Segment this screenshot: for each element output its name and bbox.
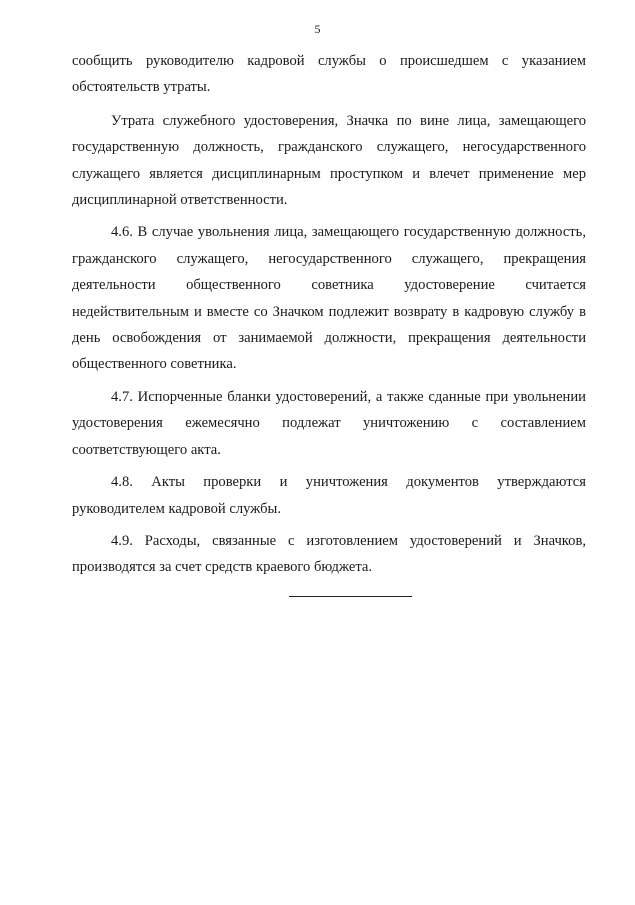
end-of-document-rule — [289, 596, 412, 597]
document-body — [72, 48, 586, 581]
page-number: 5 — [314, 22, 321, 36]
paragraph-loss-discipline: Утрата служебного удостоверения, Значка по вине лица, замещающего государственную должность, гражданского служащего, негосударственного служащего является дисциплинарным проступком и влечет применение мер дисциплинарной ответственности. — [72, 112, 586, 209]
paragraph-clause-4-7: 4.7. Испорченные бланки удостоверений, а также сданные при увольнении удостоверения ежемесячно подлежат уничтожению с составлением соответствующего акта. — [72, 388, 586, 458]
paragraph-clause-4-9: 4.9. Расходы, связанные с изготовлением удостоверений и Значков, производятся за счет средств краевого бюджета. — [72, 532, 586, 576]
paragraph-clause-4-8: 4.8. Акты проверки и уничтожения документов утверждаются руководителем кадровой службы. — [72, 474, 586, 517]
paragraph-clause-4-6: 4.6. В случае увольнения лица, замещающего государственную должность, гражданского служащего, негосударственного служащего, прекращения деятельности общественного советника удостоверение считается недействительным и вместе со Значком подлежит возврату в кадровую службу в день освобождения от занимаемой должности, прекращения деятельности общественного советника. — [72, 224, 586, 373]
paragraph-continuation: сообщить руководителю кадровой службы о происшедшем с указанием обстоятельств утраты. — [72, 53, 586, 96]
